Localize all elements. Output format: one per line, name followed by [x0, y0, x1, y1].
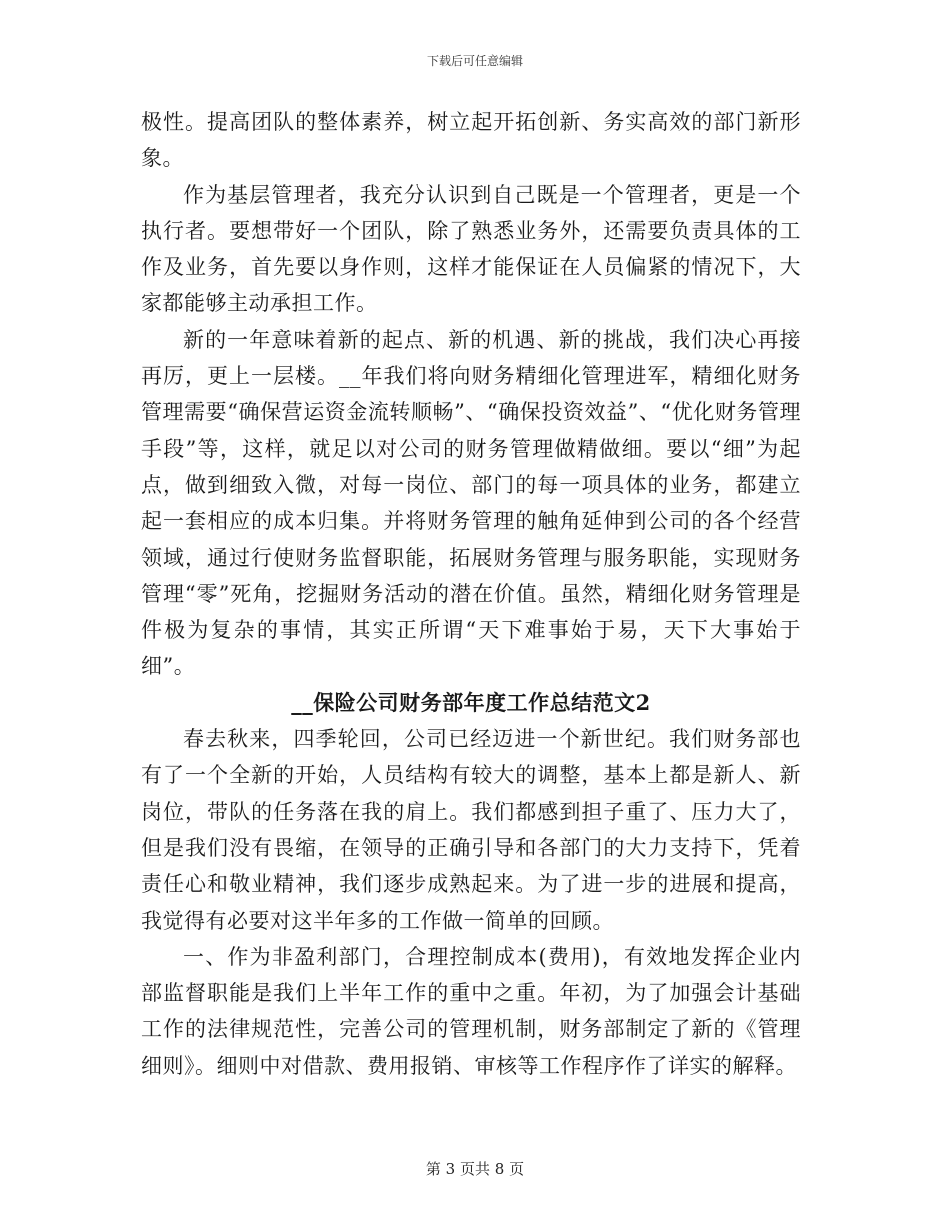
page-header-note: 下载后可任意编辑	[426, 54, 523, 68]
paragraph-manager-role: 作为基层管理者，我充分认识到自己既是一个管理者，更是一个执行者。要想带好一个团队，除了熟悉业务外，还需要负责具体的工作及业务，首先要以身作则，这样才能保证在人员偏紧的情况下，大家都能够主动承担工作。	[141, 182, 801, 316]
paragraph-new-year-plan: 新的一年意味着新的起点、新的机遇、新的挑战，我们决心再接再厉，更上一层楼。__年我们将向财务精细化管理进军，精细化财务管理需要“确保营运资金流转顺畅”、“确保投资效益”、“优化财务管理手段”等，这样，就足以对公司的财务管理做精做细。要以“细”为起点，做到细致入微，对每一岗位、部门的每一项具体的业务，都建立起一套相应的成本归集。并将财务管理的触角延伸到公司的各个经营领域，通过行使财务监督职能，拓展财务管理与服务职能，实现财务管理“零”死角，挖掘财务活动的潜在价值。虽然，精细化财务管理是件极为复杂的事情，其实正所谓“天下难事始于易，天下大事始于细”。	[141, 327, 801, 679]
document-body	[141, 104, 801, 1084]
section-title: __保险公司财务部年度工作总结范文2	[291, 689, 651, 715]
page-footer-number: 第 3 页共 8 页	[425, 1160, 525, 1178]
paragraph-cost-control: 一、作为非盈利部门，合理控制成本(费用)，有效地发挥企业内部监督职能是我们上半年工作的重中之重。年初，为了加强会计基础工作的法律规范性，完善公司的管理机制，财务部制定了新的《管理细则》。细则中对借款、费用报销、审核等工作程序作了详实的解释。	[141, 944, 801, 1078]
paragraph-continued: 极性。提高团队的整体素养，树立起开拓创新、务实高效的部门新形象。	[141, 110, 801, 171]
paragraph-review-intro: 春去秋来，四季轮回，公司已经迈进一个新世纪。我们财务部也有了一个全新的开始，人员结构有较大的调整，基本上都是新人、新岗位，带队的任务落在我的肩上。我们都感到担子重了、压力大了，但是我们没有畏缩，在领导的正确引导和各部门的大力支持下，凭着责任心和敬业精神，我们逐步成熟起来。为了进一步的进展和提高，我觉得有必要对这半年多的工作做一简单的回顾。	[141, 727, 801, 933]
